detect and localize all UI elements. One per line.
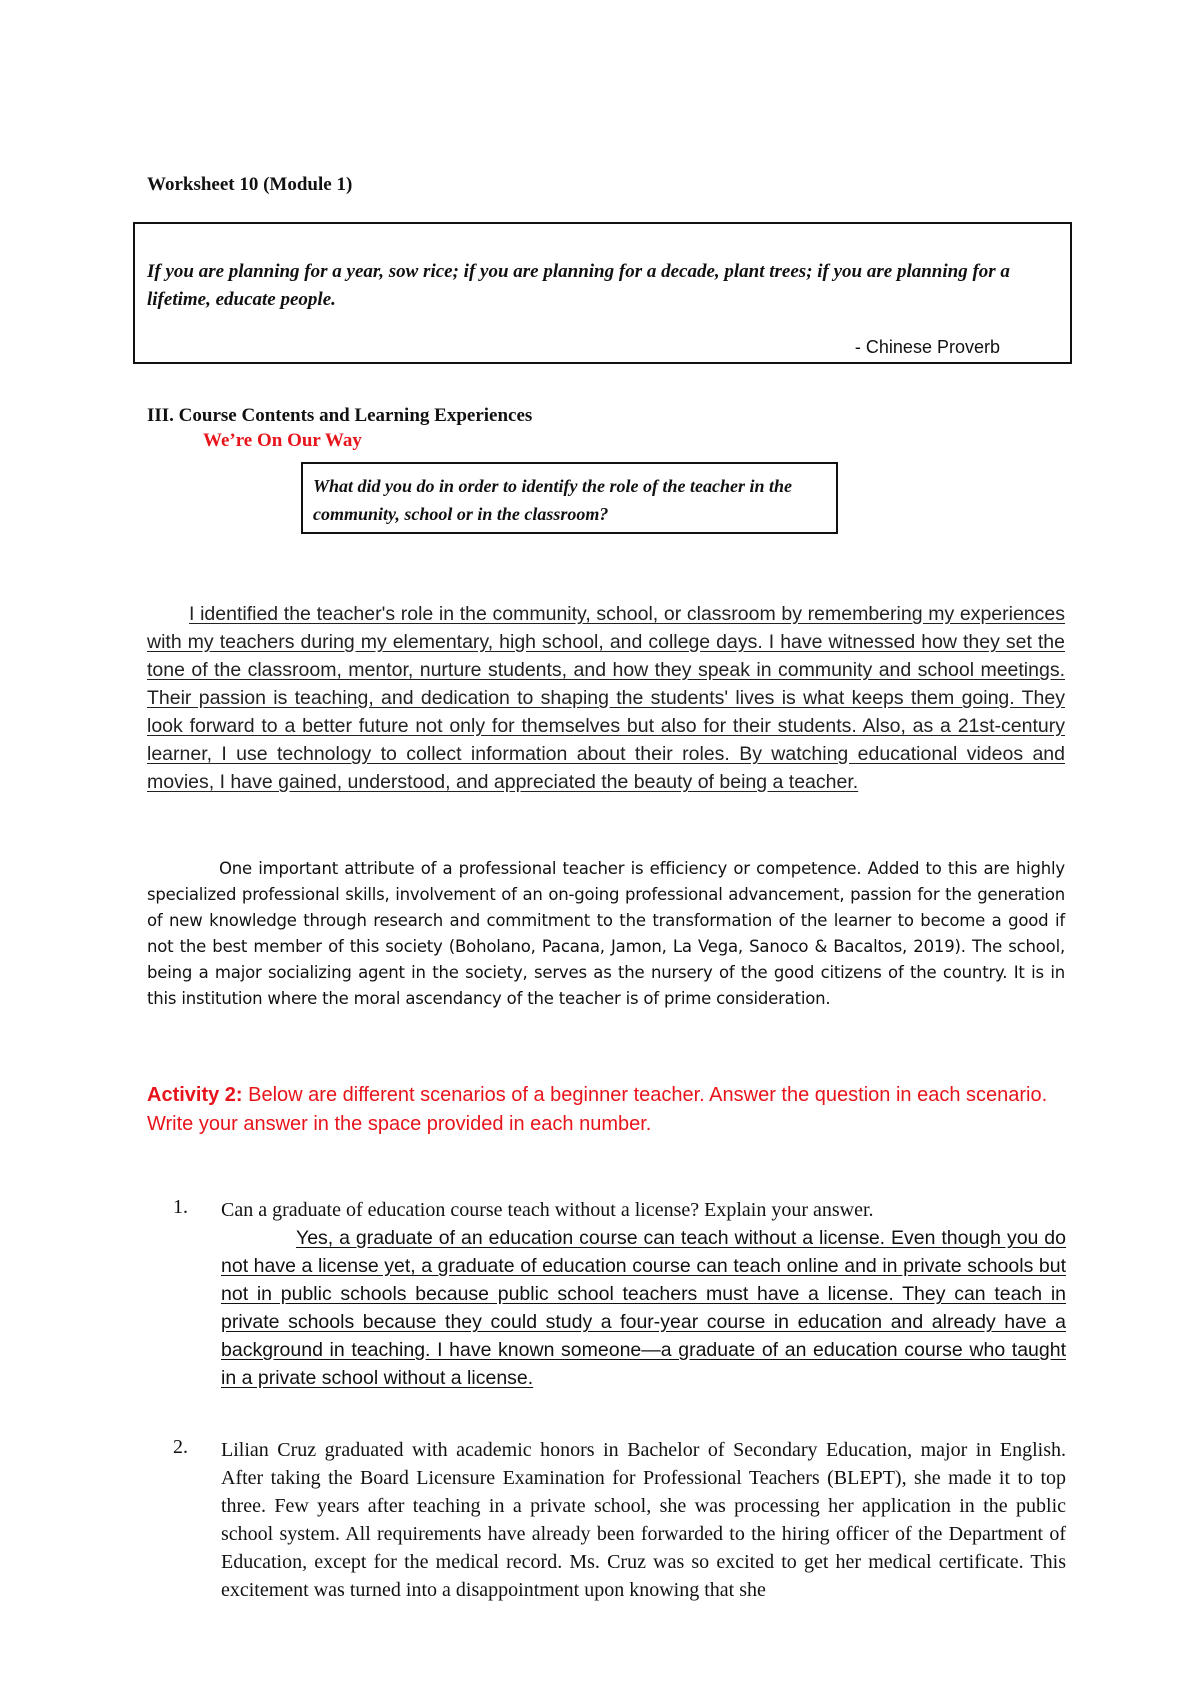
activity-instruction-2: Write your answer in the space provided in each number.	[147, 1113, 652, 1135]
item-1-answer: Yes, a graduate of an education course can teach without a license. Even though you do not have a license yet, a graduate of education course can teach online and in private schools but not in public schools because public school teachers must have a license. They can teach in private schools because they could study a four-year course in education and already have a background in teaching. I have known someone—a graduate of an education course who taught in a private school without a license.	[221, 1227, 1066, 1389]
worksheet-title: Worksheet 10 (Module 1)	[147, 174, 353, 195]
item-1-question: Can a graduate of education course teach without a license? Explain your answer.	[221, 1199, 874, 1221]
activity-instruction: Below are different scenarios of a beginner teacher. Answer the question in each scenario.	[242, 1084, 1048, 1106]
quote-text: If you are planning for a year, sow rice; if you are planning for a decade, plant trees; if you are planning for a lifetime, educate people.	[147, 261, 1010, 310]
reflection-answer: I identified the teacher's role in the community, school, or classroom by remembering my experiences with my teachers during my elementary, high school, and college days. I have witnessed how they set the tone of the classroom, mentor, nurture students, and how they speak in community and school meetings. Their passion is teaching, and dedication to shaping the students' lives is what keeps them going. They look forward to a better future not only for themselves but also for their students. Also, as a 21st-century learner, I use technology to collect information about their roles. By watching educational videos and movies, I have gained, understood, and appreciated the beauty of being a teacher.	[147, 603, 1065, 793]
section-heading: III. Course Contents and Learning Experiences	[147, 405, 533, 426]
section-subheading: We’re On Our Way	[203, 430, 362, 451]
reflection-question-box: What did you do in order to identify the role of the teacher in the community, school or in the classroom?	[301, 462, 838, 534]
quote-source: - Chinese Proverb	[854, 337, 1000, 357]
quote-box	[133, 222, 1072, 364]
activity-label: Activity 2:	[147, 1084, 243, 1106]
item-number-1: 1.	[173, 1196, 188, 1218]
body-paragraph: One important attribute of a professional teacher is efficiency or competence. Added to this are highly specialized professional skills, involvement of an on-going professional advancement, passion for the generation of new knowledge through research and commitment to the transformation of the learner to become a good if not the best member of this society (Boholano, Pacana, Jamon, La Vega, Sanoco & Bacaltos, 2019). The school, being a major socializing agent in the society, serves as the nursery of the good citizens of the country. It is in this institution where the moral ascendancy of the teacher is of prime consideration.	[147, 859, 1065, 1008]
activity-instructions	[147, 1081, 1065, 1139]
item-2-scenario: Lilian Cruz graduated with academic honors in Bachelor of Secondary Education, major in English. After taking the Board Licensure Examination for Professional Teachers (BLEPT), she made it to top three. Few years after teaching in a private school, she was processing her application in the public school system. All requirements have already been forwarded to the hiring officer of the Department of Education, except for the medical record. Ms. Cruz was so excited to get her medical certificate. This excitement was turned into a disappointment upon knowing that she	[221, 1439, 1066, 1601]
item-number-2: 2.	[173, 1436, 188, 1458]
